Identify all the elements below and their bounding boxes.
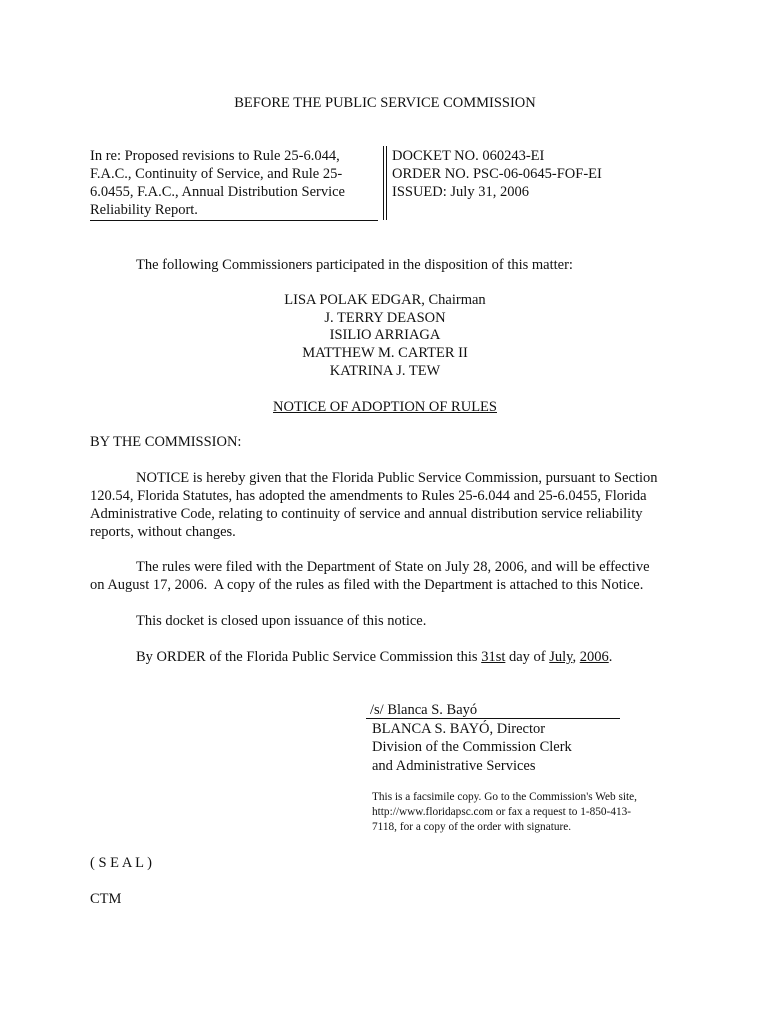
caption-line: F.A.C., Continuity of Service, and Rule 25- [90,166,343,182]
paragraph-line: Administrative Code, relating to continuity of service and annual distribution service reliability [90,506,643,522]
facsimile-line: This is a facsimile copy. Go to the Commission's Web site, [372,791,638,803]
order-line-comma: , [572,649,580,665]
caption-line: Reliability Report. [90,202,198,218]
facsimile-notice [372,790,680,835]
paragraph-line: The rules were filed with the Department of State on July 28, 2006, and will be effective [136,559,650,575]
seal-marker: ( S E A L ) [90,855,152,871]
order-month: July [549,649,573,665]
order-line-middle: day of [505,649,550,665]
caption-line: In re: Proposed revisions to Rule 25-6.044, [90,148,340,164]
paragraph-line: 120.54, Florida Statutes, has adopted the amendments to Rules 25-6.044 and 25-6.0455, Florida [90,488,647,504]
order-number: ORDER NO. PSC-06-0645-FOF-EI [392,166,602,182]
notice-title-text: NOTICE OF ADOPTION OF RULES [273,399,497,415]
intro-text: The following Commissioners participated in the disposition of this matter: [136,257,573,273]
commissioner-name: KATRINA J. TEW [329,362,441,379]
commissioner-name: ISILIO ARRIAGA [329,327,441,344]
docket-info [392,147,602,201]
signatory-name: BLANCA S. BAYÓ, Director [372,721,546,737]
order-line-prefix: By ORDER of the Florida Public Service Commission this [136,649,482,665]
signature-line [366,718,620,719]
order-year: 2006 [579,649,609,665]
paragraph-line: reports, without changes. [90,524,236,540]
paragraph-line: on August 17, 2006. A copy of the rules as filed with the Department is attached to this Notice. [90,577,644,593]
filing-paragraph [90,558,672,594]
commissioner-name: J. TERRY DEASON [324,309,446,326]
order-line-suffix: . [608,649,613,665]
facsimile-line: 7118, for a copy of the order with signature. [372,821,572,833]
paragraph-line: NOTICE is hereby given that the Florida Public Service Commission, pursuant to Section [136,470,658,486]
facsimile-line: http://www.floridapsc.com or fax a request to 1-850-413- [372,806,632,818]
author-initials: CTM [90,891,122,907]
notice-title [0,398,770,416]
signatory-division: Division of the Commission Clerk [372,739,572,756]
caption-line: 6.0455, F.A.C., Annual Distribution Service [90,184,345,200]
signature-block [372,720,572,775]
issued-date: ISSUED: July 31, 2006 [392,184,529,200]
commissioner-list [0,291,770,379]
closing-paragraph: This docket is closed upon issuance of this notice. [136,613,427,629]
signatory-services: and Administrative Services [372,757,536,774]
case-caption [90,147,378,221]
by-commission-label: BY THE COMMISSION: [90,434,242,450]
document-heading: BEFORE THE PUBLIC SERVICE COMMISSION [234,95,536,111]
caption-divider [386,146,387,220]
caption-divider [383,146,384,220]
notice-paragraph [90,469,672,541]
commissioner-name: LISA POLAK EDGAR, Chairman [284,292,486,308]
docket-number: DOCKET NO. 060243-EI [392,148,545,164]
commissioner-name: MATTHEW M. CARTER II [302,345,468,362]
order-line [136,648,612,666]
order-day: 31st [481,649,506,665]
electronic-signature: /s/ Blanca S. Bayó [370,702,478,718]
